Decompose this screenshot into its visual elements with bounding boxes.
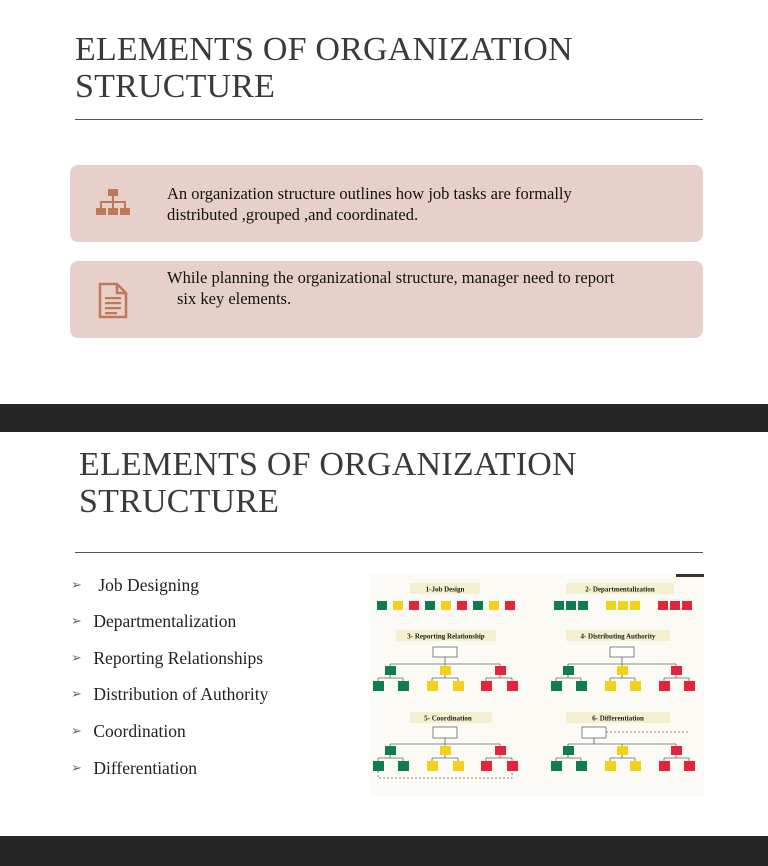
diagram-label-job-design: 1-Job Design	[425, 585, 465, 594]
slide-1-title: ELEMENTS OF ORGANIZATION STRUCTURE	[75, 31, 573, 105]
diagram-label-coordination: 5- Coordination	[424, 714, 472, 723]
card-text: An organization structure outlines how job tasks are formally distributed ,grouped ,and coordinated.	[167, 184, 572, 224]
arrow-bullet-icon: ➢	[71, 614, 82, 629]
coordination-tree-boxes	[373, 746, 518, 771]
reporting-tree-boxes	[373, 666, 518, 691]
list-item: ➢ Reporting Relationships	[71, 648, 264, 668]
departmentalization-boxes	[554, 601, 692, 610]
list-item: ➢ Coordination	[71, 721, 186, 741]
info-card-elements	[70, 261, 703, 338]
diagram-label-departmentalization: 2- Departmentalization	[585, 585, 655, 594]
list-item: ➢ Distribution of Authority	[71, 684, 269, 704]
differentiation-tree	[556, 727, 689, 761]
info-card-structure	[70, 165, 703, 242]
slide-separator-band	[0, 836, 768, 866]
job-design-boxes	[377, 601, 515, 610]
authority-tree-boxes	[551, 666, 695, 691]
reporting-tree	[378, 647, 512, 681]
arrow-bullet-icon: ➢	[71, 687, 82, 702]
arrow-bullet-icon: ➢	[71, 761, 82, 776]
document-icon	[94, 281, 132, 319]
differentiation-tree-boxes	[551, 746, 695, 771]
title-divider	[75, 119, 703, 120]
diagram-canvas	[370, 574, 704, 796]
org-chart-icon	[94, 185, 132, 223]
authority-tree	[556, 647, 689, 681]
list-item: ➢ Departmentalization	[71, 611, 237, 631]
diagram-corner-mark	[676, 574, 704, 577]
arrow-bullet-icon: ➢	[71, 651, 82, 666]
slide-separator-band	[0, 404, 768, 432]
diagram-label-differentiation: 6- Differentiation	[592, 714, 644, 723]
arrow-bullet-icon: ➢	[71, 578, 82, 593]
org-elements-diagram	[370, 574, 704, 796]
list-item: ➢ Differentiation	[71, 758, 198, 778]
arrow-bullet-icon: ➢	[71, 724, 82, 739]
list-item: ➢ Job Designing	[71, 575, 199, 595]
slide-2-title: ELEMENTS OF ORGANIZATION STRUCTURE	[79, 446, 577, 520]
title-divider	[75, 552, 703, 553]
diagram-label-authority: 4- Distributing Authority	[580, 632, 656, 641]
diagram-label-reporting: 3- Reporting Relationship	[407, 632, 485, 641]
card-text: While planning the organizational structure, manager need to report six key elements.	[167, 268, 615, 308]
